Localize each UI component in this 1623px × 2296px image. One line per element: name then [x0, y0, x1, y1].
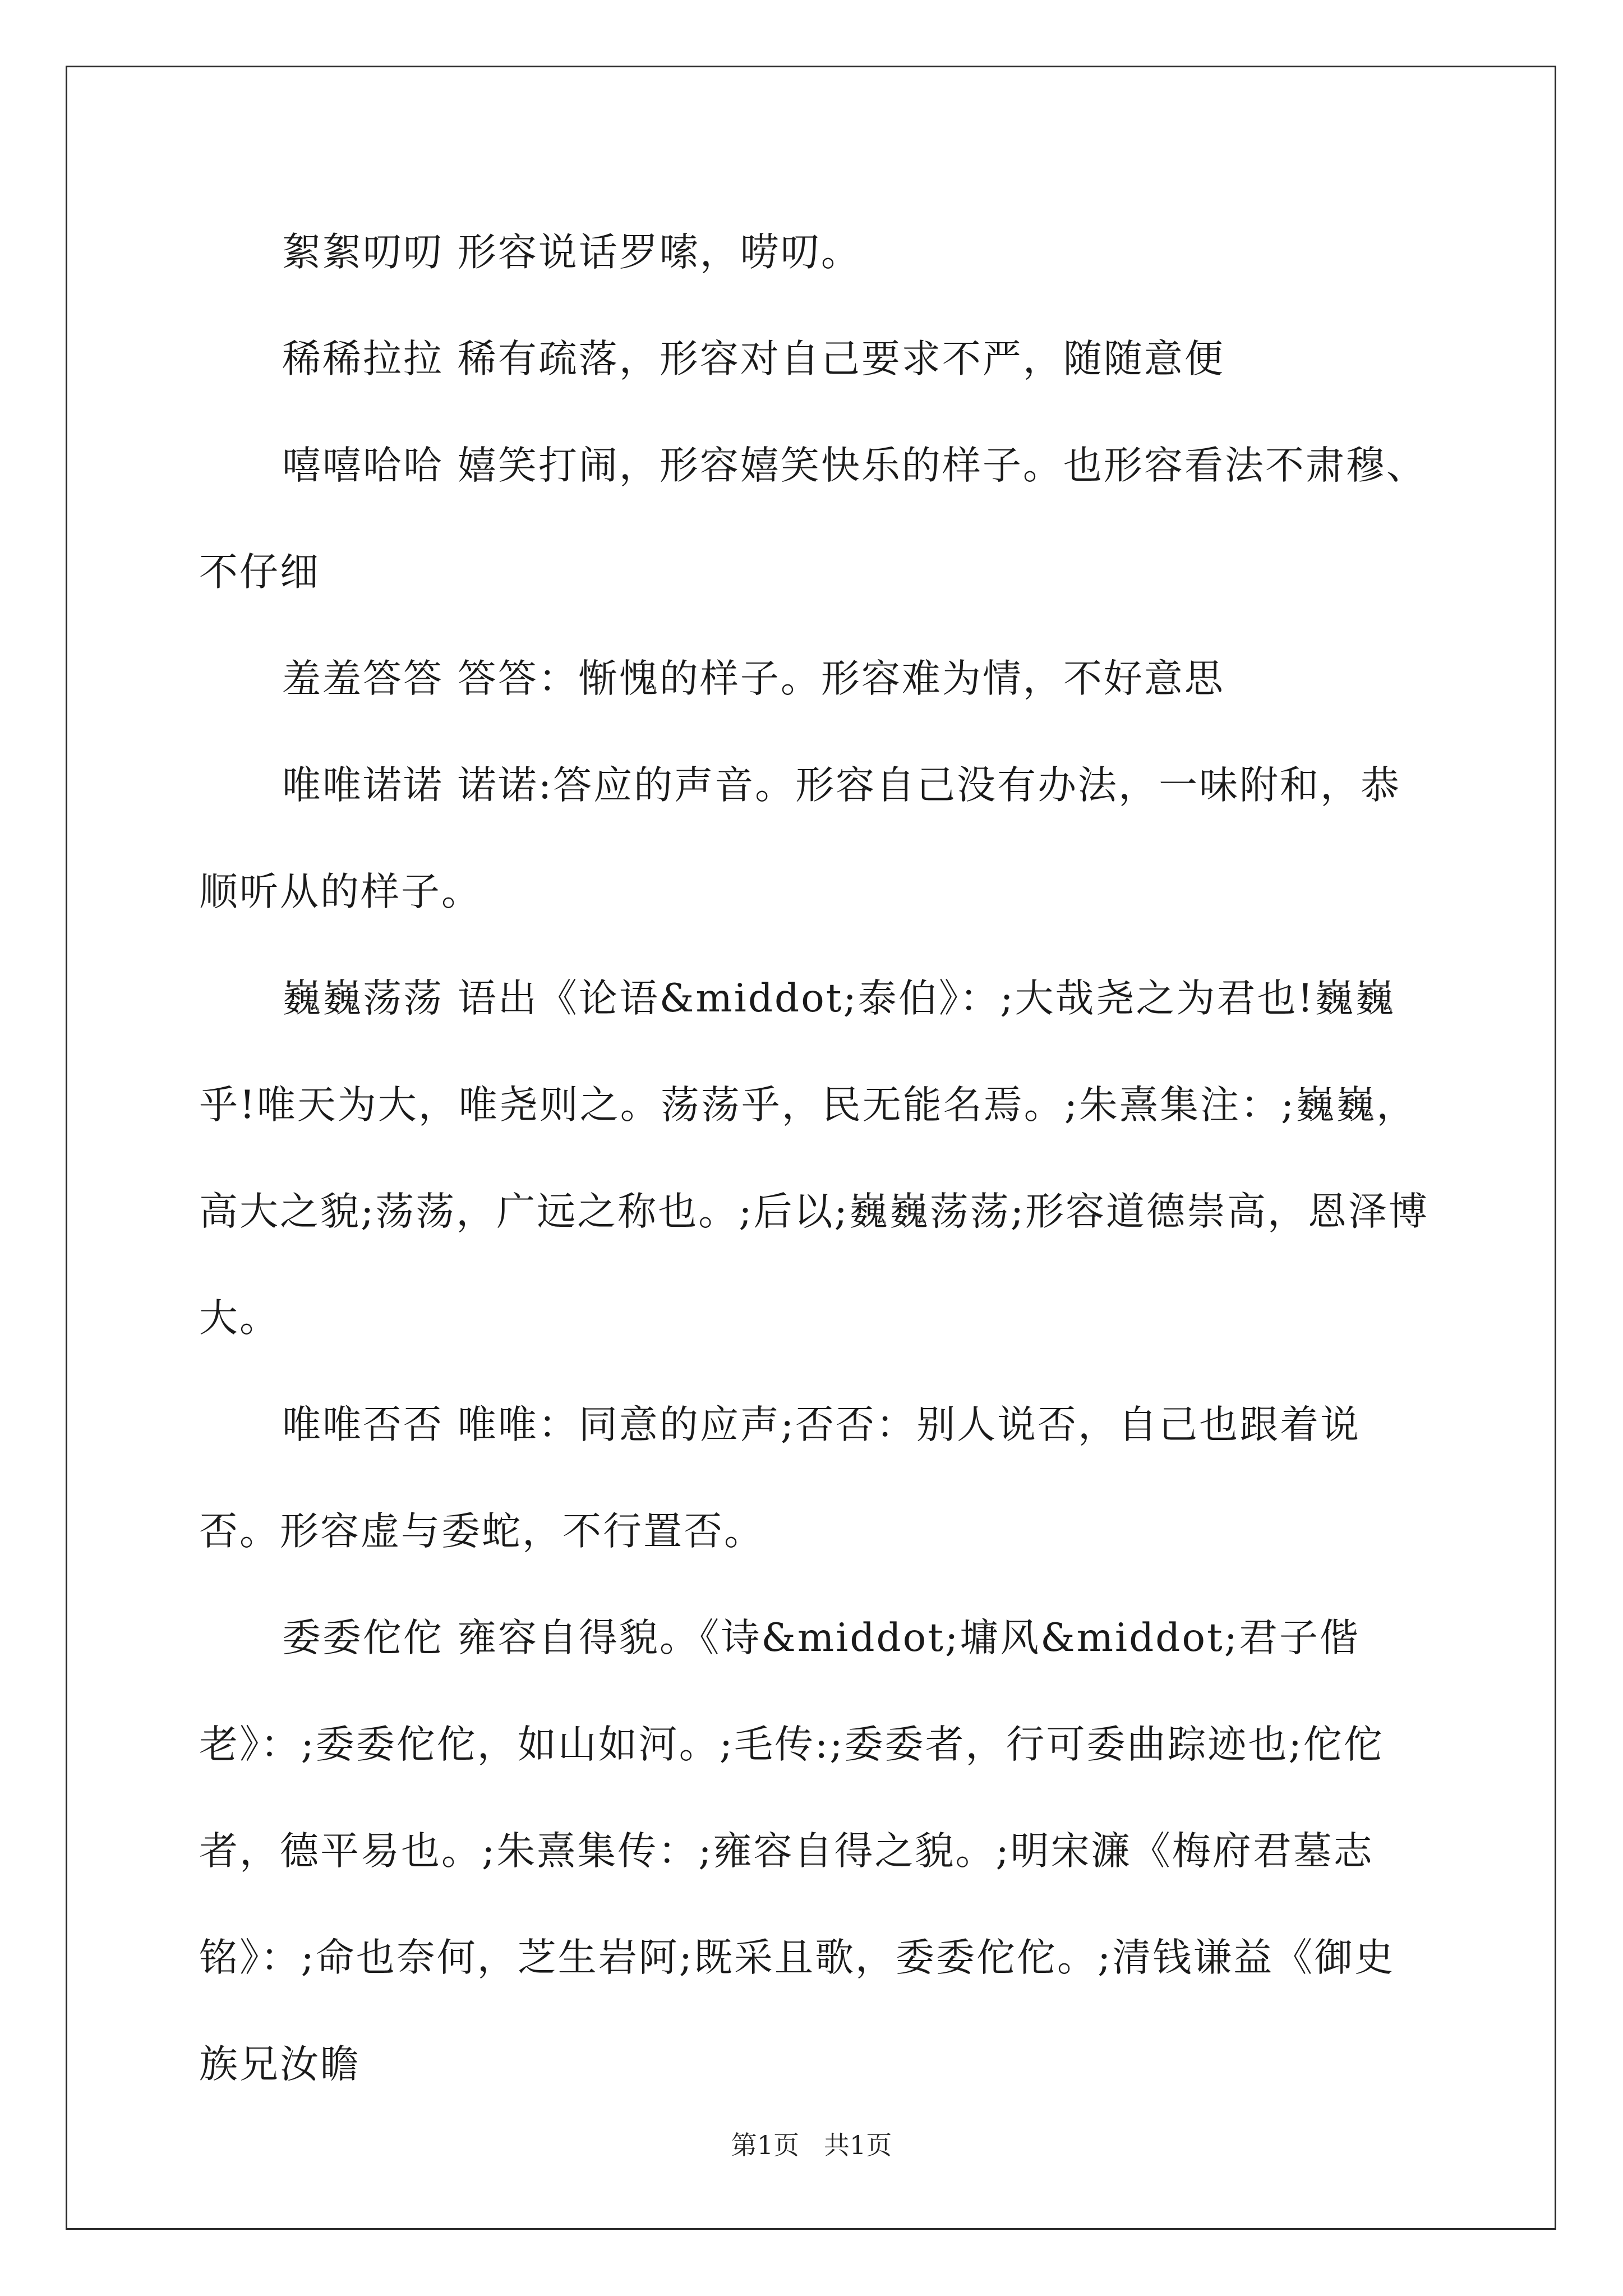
page-total: 共1页 — [823, 2130, 892, 2160]
paragraph: 唯唯诺诺 诺诺:答应的声音。形容自己没有办法，一味附和，恭顺听从的样子。 — [199, 763, 1401, 914]
paragraph: 稀稀拉拉 稀有疏落，形容对自己要求不严，随随意便 — [282, 337, 1225, 381]
paragraph: 嘻嘻哈哈 嬉笑打闹，形容嬉笑快乐的样子。也形容看法不肃穆、不仔细 — [199, 443, 1427, 595]
page-number: 第1页 — [731, 2130, 800, 2160]
paragraph: 委委佗佗 雍容自得貌。《诗&middot;墉风&middot;君子偕老》：;委委佗佗，如山如河。;毛传:;委委者，行可委曲踪迹也;佗佗者，德平易也。;朱熹集传：;雍容自得之貌。;明宋濂《梅府君墓志铭》：;命也奈何，芝生岩阿;既采且歌，委委佗佗。;清钱谦益《御史族兄汝瞻 — [199, 1616, 1395, 2087]
document-body — [199, 199, 1433, 2118]
page-footer — [0, 2125, 1623, 2162]
paragraph: 絮絮叨叨 形容说话罗嗦，唠叨。 — [282, 230, 861, 275]
paragraph: 羞羞答答 答答：惭愧的样子。形容难为情，不好意思 — [282, 656, 1225, 701]
paragraph: 巍巍荡荡 语出《论语&middot;泰伯》：;大哉尧之为君也!巍巍乎!唯天为大，唯尧则之。荡荡乎，民无能名焉。;朱熹集注：;巍巍，高大之貌;荡荡，广远之称也。;后以;巍巍荡荡;形容道德崇高，恩泽博大。 — [199, 976, 1429, 1341]
paragraph: 唯唯否否 唯唯：同意的应声;否否：别人说否，自己也跟着说否。形容虚与委蛇，不行置否。 — [199, 1402, 1361, 1554]
